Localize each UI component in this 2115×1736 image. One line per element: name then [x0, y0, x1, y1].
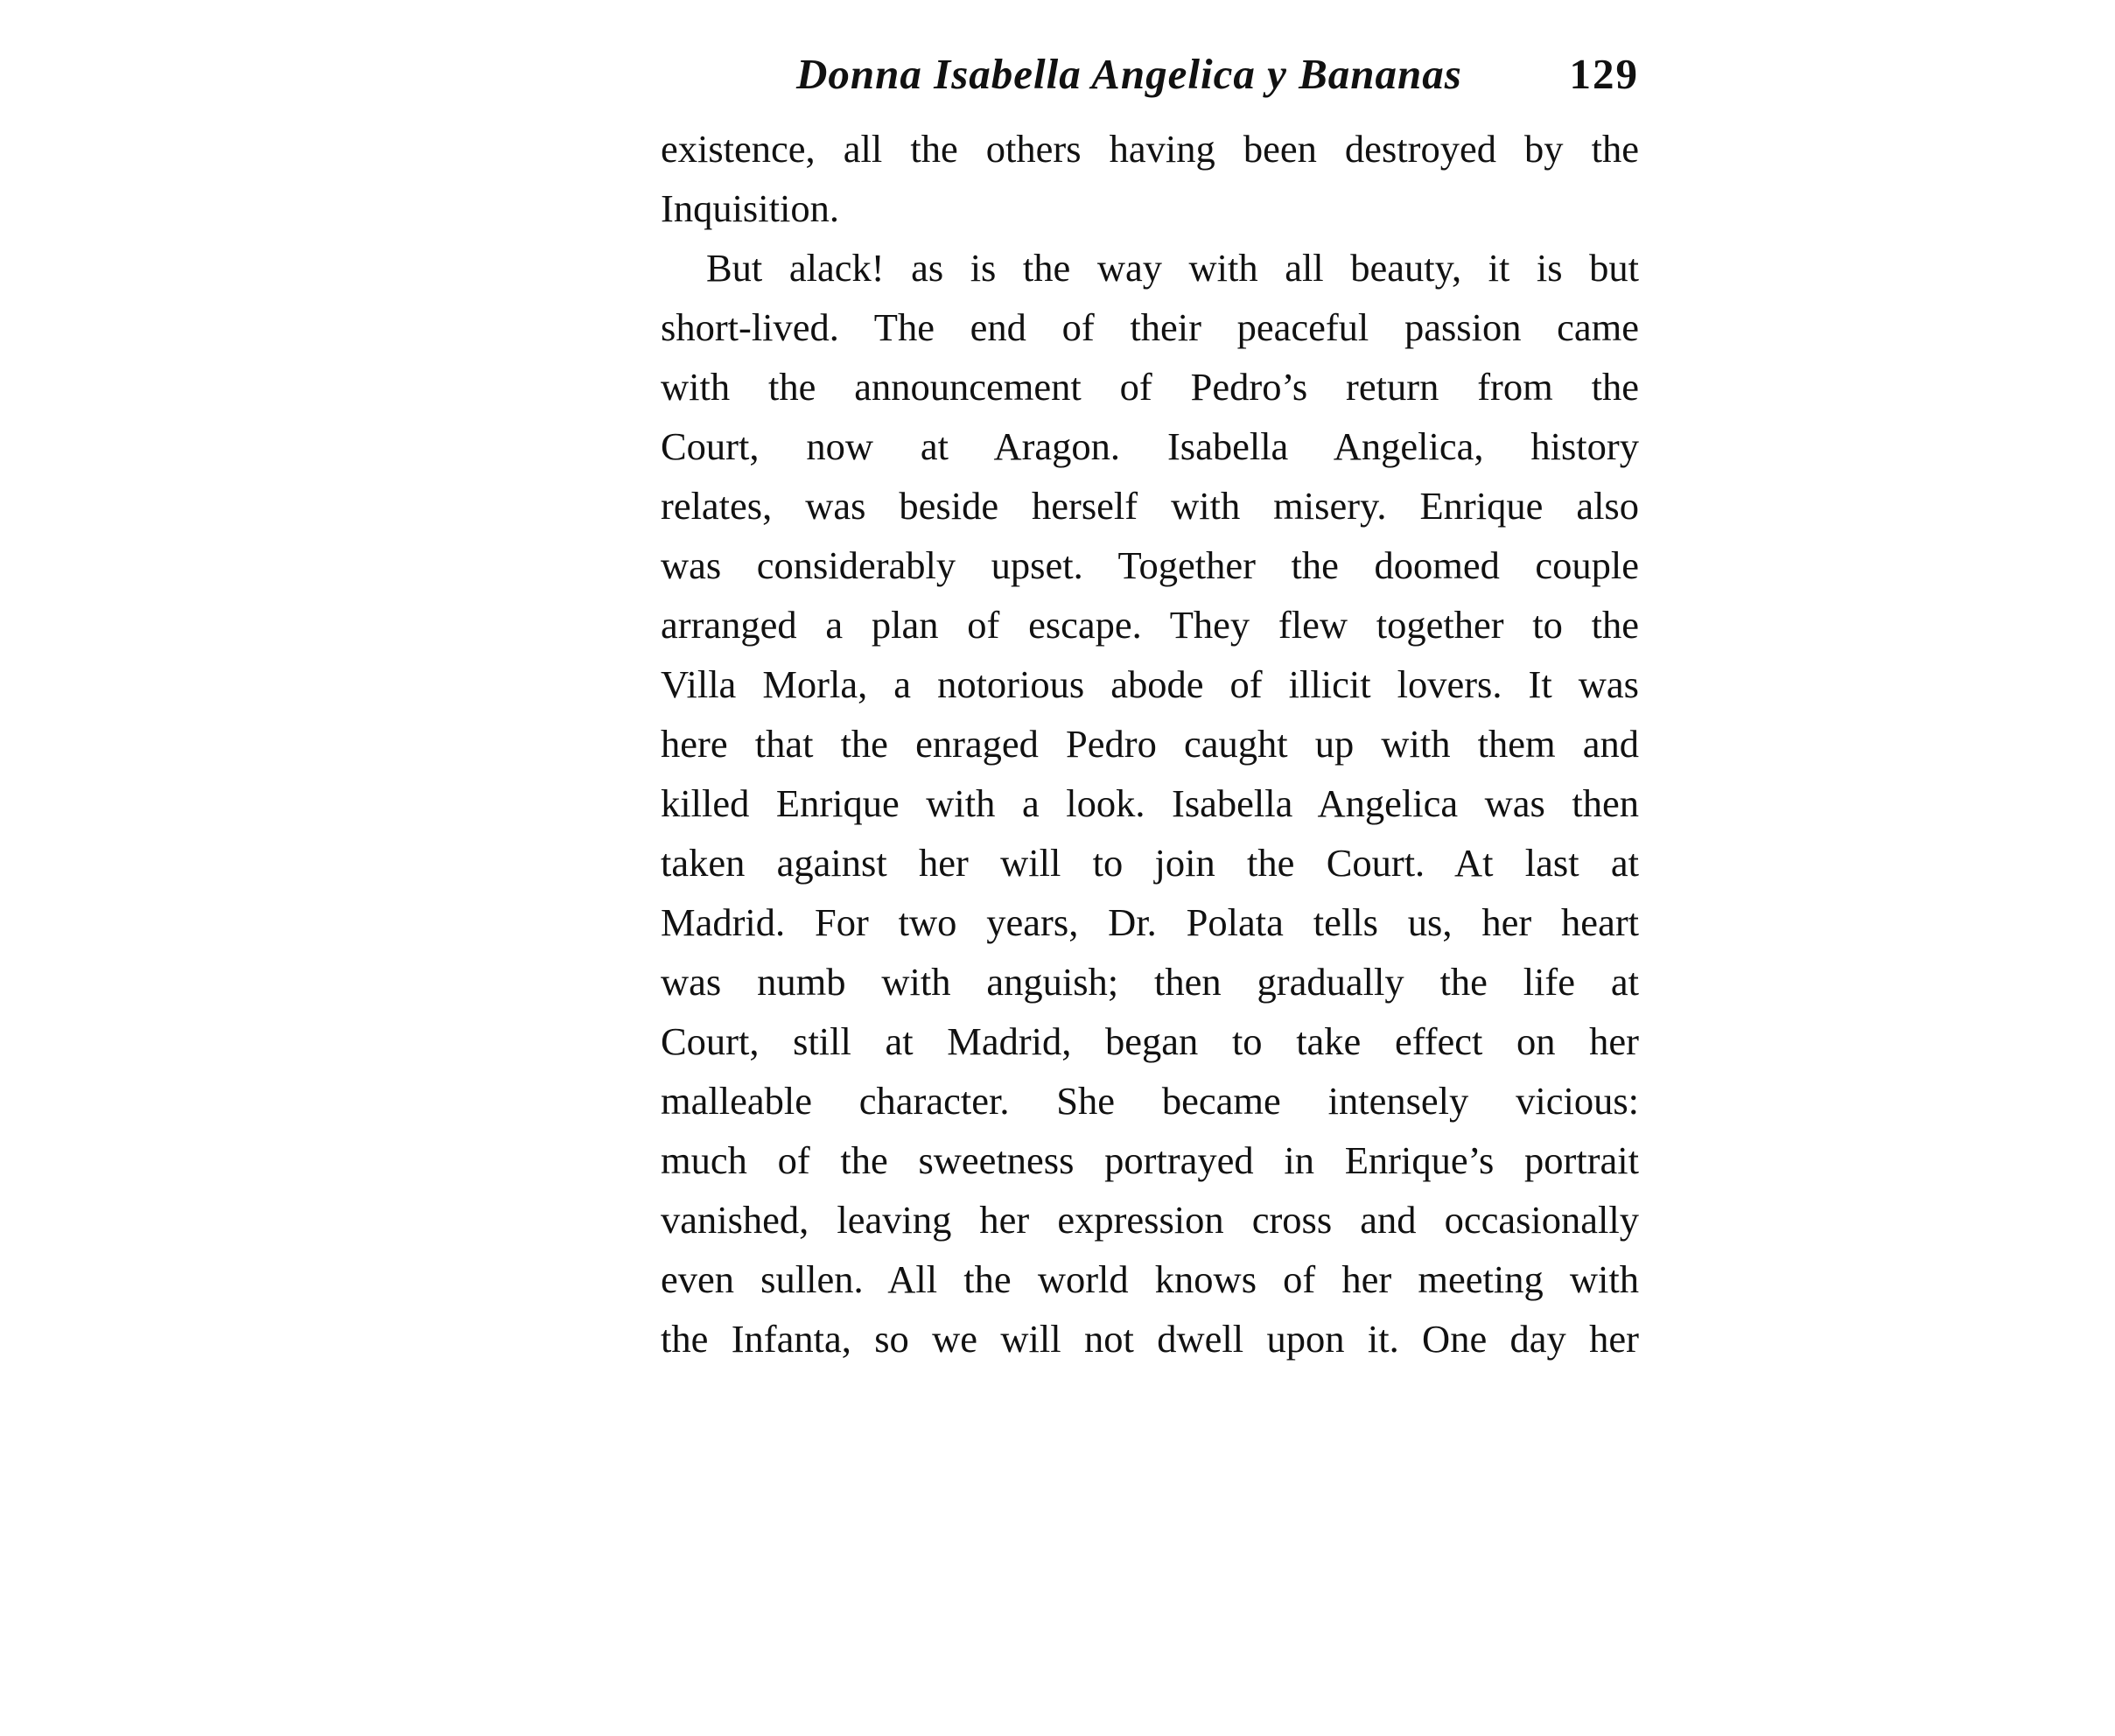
running-head	[661, 35, 1639, 114]
page-number: 129	[1569, 50, 1639, 98]
text-line: was numb with anguish; then gradually the life at	[661, 960, 1639, 1004]
text-line: short-lived. The end of their peaceful passion came	[661, 305, 1639, 349]
body-text	[661, 119, 1639, 1368]
paragraph-1	[661, 119, 1639, 238]
text-line: taken against her will to join the Court. At last at	[661, 841, 1639, 885]
text-line: vanished, leaving her expression cross and occasionally	[661, 1198, 1639, 1242]
text-line: much of the sweetness portrayed in Enrique’s portrait	[661, 1138, 1639, 1182]
text-line: with the announcement of Pedro’s return from the	[661, 365, 1639, 409]
paragraph-2	[661, 238, 1639, 1368]
text-line: Court, now at Aragon. Isabella Angelica, history	[661, 424, 1639, 468]
text-line: Villa Morla, a notorious abode of illicit lovers. It was	[661, 662, 1639, 706]
text-line: arranged a plan of escape. They flew together to the	[661, 603, 1639, 647]
text-line: the Infanta, so we will not dwell upon it. One day her	[661, 1317, 1639, 1361]
text-line: relates, was beside herself with misery. Enrique also	[661, 484, 1639, 528]
text-line: even sullen. All the world knows of her meeting with	[661, 1257, 1639, 1301]
text-line: was considerably upset. Together the doomed couple	[661, 543, 1639, 587]
text-line: killed Enrique with a look. Isabella Angelica was then	[661, 781, 1639, 825]
text-line: malleable character. She became intensely vicious:	[661, 1079, 1639, 1123]
text-line: existence, all the others having been destroyed by the	[661, 127, 1639, 171]
text-line: Inquisition.	[661, 186, 839, 230]
text-line: Court, still at Madrid, began to take effect on her	[661, 1019, 1639, 1063]
running-title: Donna Isabella Angelica y Bananas	[796, 50, 1462, 98]
book-page	[661, 35, 1639, 1368]
text-line: But alack! as is the way with all beauty, it is but	[706, 246, 1639, 290]
text-line: here that the enraged Pedro caught up with them and	[661, 722, 1639, 766]
text-line: Madrid. For two years, Dr. Polata tells us, her heart	[661, 900, 1639, 944]
